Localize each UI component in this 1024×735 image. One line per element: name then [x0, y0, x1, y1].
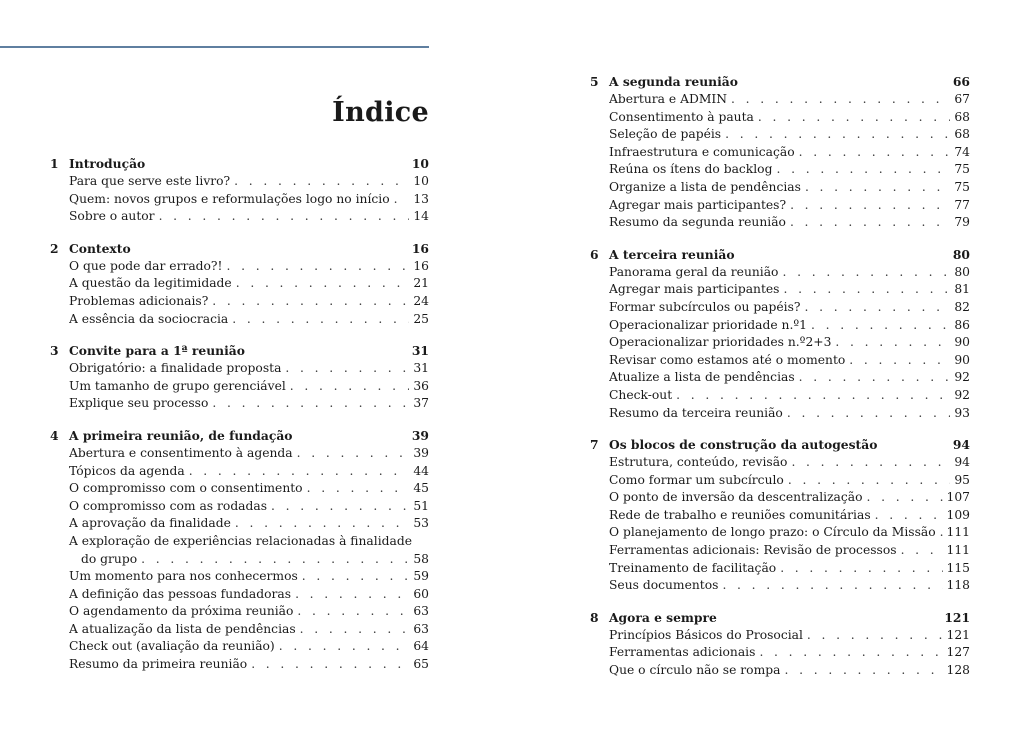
page-title: Índice [332, 97, 429, 128]
entry-title: A essência da sociocracia [69, 311, 229, 326]
chapter-heading[interactable] [50, 155, 429, 173]
entry-page: 86 [954, 317, 970, 332]
toc-entry[interactable] [69, 603, 429, 621]
entry-page: 90 [954, 335, 970, 350]
chapter-page: 31 [411, 343, 429, 359]
toc-column-right [590, 73, 970, 694]
toc-entry[interactable] [69, 533, 429, 568]
entry-title: Resumo da segunda reunião [609, 215, 786, 230]
entry-title: Consentimento à pauta [609, 109, 754, 124]
entry-page: 74 [954, 144, 970, 159]
toc-entry[interactable] [69, 638, 429, 656]
entry-page: 59 [413, 569, 429, 584]
dot-leader [189, 463, 410, 481]
entry-title: Ferramentas adicionais: Revisão de processos [609, 543, 897, 558]
dot-leader [805, 179, 950, 197]
entry-title: A questão da legitimidade [69, 276, 232, 291]
entry-title: A atualização da lista de pendências [69, 621, 296, 636]
entry-page: 92 [954, 387, 970, 402]
dot-leader [780, 560, 942, 578]
chapter-number: 3 [50, 343, 59, 359]
chapter-page: 80 [952, 246, 970, 262]
entry-title: Operacionalizar prioridades n.º2+3 [609, 335, 832, 350]
entry-page: 37 [413, 396, 429, 411]
entry-page: 14 [413, 209, 429, 224]
entry-title: Abertura e consentimento à agenda [69, 445, 293, 460]
chapter-number: 1 [50, 156, 59, 171]
toc-entry[interactable] [609, 317, 970, 335]
toc-entry[interactable] [69, 480, 429, 498]
toc-entry[interactable] [69, 208, 429, 226]
toc-chapter [590, 436, 970, 595]
entry-page: 128 [946, 663, 970, 678]
chapter-title: Introdução [69, 156, 146, 171]
entry-page: 25 [413, 311, 429, 326]
toc-entry[interactable] [69, 395, 429, 413]
dot-leader [805, 299, 951, 317]
toc-entry[interactable] [609, 264, 970, 282]
entry-title: Seleção de papéis [609, 127, 722, 142]
chapter-title: Convite para a 1ª reunião [69, 343, 245, 359]
toc-entry[interactable] [609, 109, 970, 127]
entry-title: Para que serve este livro? [69, 174, 231, 188]
toc-entry[interactable] [609, 489, 970, 507]
entry-page: 44 [413, 463, 429, 478]
toc-entry[interactable] [609, 179, 970, 197]
dot-leader [212, 395, 409, 413]
chapter-number: 2 [50, 240, 59, 256]
entry-title: O compromisso com as rodadas [69, 498, 268, 513]
toc-entry[interactable] [69, 568, 429, 586]
entry-title: Sobre o autor [69, 209, 155, 224]
dot-leader [731, 91, 950, 109]
entry-title: Agregar mais participantes [609, 282, 780, 297]
toc-column-left [50, 155, 429, 688]
entry-page: 79 [954, 215, 970, 230]
entry-page: 109 [946, 507, 970, 522]
entry-title: Revisar como estamos até o momento [609, 352, 846, 367]
dot-leader [722, 577, 942, 595]
dot-leader [295, 586, 409, 604]
chapter-title: A terceira reunião [609, 246, 735, 262]
chapter-heading[interactable] [590, 246, 970, 264]
entry-page: 67 [954, 92, 970, 106]
dot-leader [279, 638, 410, 656]
entry-page: 60 [413, 586, 429, 601]
entry-title: Explique seu processo [69, 396, 209, 411]
chapter-heading[interactable] [50, 342, 429, 360]
chapter-title: A primeira reunião, de fundação [69, 427, 293, 443]
entry-page: 80 [954, 264, 970, 279]
chapter-title: Contexto [69, 240, 131, 256]
entry-title: A exploração de experiências relacionadas à finalidade [69, 533, 412, 548]
entry-title: Um momento para nos conhecermos [69, 569, 298, 584]
dot-leader [236, 275, 410, 293]
toc-chapter [50, 342, 429, 413]
dot-leader [811, 317, 950, 335]
toc-entry[interactable] [609, 214, 970, 232]
dot-leader [297, 445, 410, 463]
entry-page: 21 [413, 276, 429, 291]
entry-title: Rede de trabalho e reuniões comunitárias [609, 507, 871, 522]
toc-entry[interactable] [69, 586, 429, 604]
toc-entry[interactable] [609, 542, 970, 560]
toc-entry[interactable] [609, 197, 970, 215]
entry-title: Problemas adicionais? [69, 293, 209, 308]
toc-entry[interactable] [609, 627, 970, 645]
toc-entry[interactable] [69, 191, 429, 209]
dot-leader [297, 603, 409, 621]
entry-page: 127 [946, 645, 970, 660]
toc-entry[interactable] [609, 144, 970, 162]
dot-leader [784, 662, 942, 680]
dot-leader [875, 507, 943, 525]
entry-page: 10 [413, 174, 429, 188]
entry-page: 31 [413, 361, 429, 376]
chapter-page: 16 [411, 240, 429, 256]
chapter-heading[interactable] [50, 427, 429, 445]
entry-title: O compromisso com o consentimento [69, 481, 303, 496]
chapter-heading[interactable] [590, 436, 970, 454]
entry-title: Formar subcírculos ou papéis? [609, 299, 801, 314]
toc-entry[interactable] [69, 463, 429, 481]
dot-leader [940, 524, 943, 542]
toc-entry[interactable] [609, 352, 970, 370]
entry-title: Resumo da terceira reunião [609, 405, 783, 420]
entry-title: Atualize a lista de pendências [609, 370, 795, 385]
entry-page: 63 [413, 621, 429, 636]
entry-page: 51 [413, 498, 429, 513]
entry-page: 95 [954, 472, 970, 487]
dot-leader [676, 387, 950, 405]
entry-page: 92 [954, 370, 970, 385]
entry-title: Um tamanho de grupo gerenciável [69, 378, 286, 393]
entry-page: 45 [413, 481, 429, 496]
entry-page: 16 [413, 258, 429, 273]
entry-title-line2: do grupo [81, 551, 138, 566]
entry-page: 107 [946, 490, 970, 505]
toc-entry[interactable] [69, 173, 429, 191]
entry-title: O ponto de inversão da descentralização [609, 490, 863, 505]
entry-title: O agendamento da próxima reunião [69, 604, 294, 619]
chapter-heading[interactable] [590, 73, 970, 91]
dot-leader [290, 378, 410, 396]
entry-page: 118 [946, 578, 970, 593]
toc-entry[interactable] [609, 334, 970, 352]
entry-title: A aprovação da finalidade [69, 516, 231, 531]
entry-title: Seus documentos [609, 578, 719, 593]
entry-page: 115 [946, 560, 970, 575]
entry-page: 121 [946, 627, 970, 642]
dot-leader [790, 214, 950, 232]
entry-title: Infraestrutura e comunicação [609, 144, 795, 159]
toc-entry[interactable] [69, 275, 429, 293]
chapter-number: 6 [590, 246, 599, 262]
dot-leader [234, 173, 409, 191]
chapter-heading[interactable] [590, 609, 970, 627]
entry-page: 65 [413, 657, 429, 672]
dot-leader [285, 360, 409, 378]
toc-chapter [50, 155, 429, 226]
toc-entry[interactable] [609, 405, 970, 423]
entry-page: 36 [413, 378, 429, 393]
chapter-number: 7 [590, 437, 599, 453]
dot-leader [901, 542, 943, 560]
chapter-number: 8 [590, 609, 599, 625]
entry-page: 77 [954, 197, 970, 212]
entry-title-continuation [69, 551, 429, 569]
entry-title: Organize a lista de pendências [609, 179, 801, 194]
toc-entry[interactable] [609, 161, 970, 179]
entry-page: 68 [954, 127, 970, 142]
dot-leader [787, 405, 951, 423]
toc-chapter [590, 73, 970, 232]
entry-title: Como formar um subcírculo [609, 472, 784, 487]
entry-page: 111 [946, 543, 970, 558]
toc-entry[interactable] [609, 662, 970, 680]
entry-title: Agregar mais participantes? [609, 197, 787, 212]
dot-leader [212, 293, 409, 311]
entry-title: Quem: novos grupos e reformulações logo no início [69, 191, 390, 206]
chapter-number: 4 [50, 427, 59, 443]
entry-page: 39 [413, 445, 429, 460]
dot-leader [849, 352, 950, 370]
entry-title: Resumo da primeira reunião [69, 657, 248, 672]
toc-entry[interactable] [609, 91, 970, 109]
entry-page: 64 [413, 639, 429, 654]
entry-page: 81 [954, 282, 970, 297]
dot-leader [235, 515, 409, 533]
chapter-title: A segunda reunião [609, 74, 738, 89]
entry-title: Obrigatório: a finalidade proposta [69, 361, 282, 376]
toc-entry[interactable] [69, 311, 429, 329]
entry-page: 53 [413, 516, 429, 531]
toc-chapter [590, 609, 970, 680]
entry-page: 13 [413, 191, 429, 206]
entry-page: 24 [413, 293, 429, 308]
toc-entry[interactable] [69, 378, 429, 396]
toc-entry[interactable] [69, 293, 429, 311]
dot-leader [251, 656, 409, 674]
chapter-page: 39 [411, 427, 429, 443]
toc-entry[interactable] [609, 524, 970, 542]
entry-title: Tópicos da agenda [69, 463, 185, 478]
entry-page: 90 [954, 352, 970, 367]
dot-leader [799, 369, 951, 387]
dot-leader [232, 311, 409, 329]
dot-leader [307, 480, 410, 498]
entry-title: A definição das pessoas fundadoras [69, 586, 292, 601]
chapter-page: 121 [944, 609, 970, 625]
toc-entry[interactable] [69, 360, 429, 378]
dot-leader [226, 258, 409, 276]
toc-entry[interactable] [609, 644, 970, 662]
dot-leader [758, 109, 950, 127]
entry-title: Abertura e ADMIN [609, 92, 728, 106]
dot-leader [776, 161, 950, 179]
entry-title: Que o círculo não se rompa [609, 663, 781, 678]
entry-page: 93 [954, 405, 970, 420]
entry-title: Estrutura, conteúdo, revisão [609, 455, 788, 470]
chapter-page: 10 [411, 156, 429, 171]
toc-entry[interactable] [609, 577, 970, 595]
entry-title: Operacionalizar prioridade n.º1 [609, 317, 807, 332]
toc-chapter [590, 246, 970, 422]
entry-title: O que pode dar errado?! [69, 258, 223, 273]
toc-entry[interactable] [69, 515, 429, 533]
dot-leader [302, 568, 410, 586]
toc-entry[interactable] [609, 454, 970, 472]
chapter-number: 5 [590, 74, 599, 89]
toc-entry[interactable] [69, 258, 429, 276]
toc-entry[interactable] [609, 507, 970, 525]
entry-page: 75 [954, 162, 970, 177]
toc-entry[interactable] [609, 472, 970, 490]
entry-page: 94 [954, 455, 970, 470]
entry-page: 63 [413, 604, 429, 619]
toc-entry[interactable] [609, 387, 970, 405]
header-rule [0, 46, 429, 48]
chapter-page: 66 [952, 74, 970, 89]
entry-page: 68 [954, 109, 970, 124]
toc-entry[interactable] [69, 656, 429, 674]
toc-chapter [50, 427, 429, 674]
dot-leader [159, 208, 410, 226]
entry-page: 58 [413, 551, 429, 566]
entry-title: Check out (avaliação da reunião) [69, 639, 275, 654]
toc-entry[interactable] [69, 498, 429, 516]
toc-entry[interactable] [609, 560, 970, 578]
entry-page: 111 [946, 525, 970, 540]
chapter-title: Os blocos de construção da autogestão [609, 437, 878, 453]
dot-leader [725, 126, 950, 144]
chapter-heading[interactable] [50, 240, 429, 258]
dot-leader [141, 551, 409, 569]
toc-entry[interactable] [609, 299, 970, 317]
entry-title: Treinamento de facilitação [609, 560, 777, 575]
chapter-page: 94 [952, 437, 970, 453]
dot-leader [791, 454, 950, 472]
dot-leader [799, 144, 951, 162]
toc-chapter [50, 240, 429, 328]
toc-entry[interactable] [609, 126, 970, 144]
toc-entry[interactable] [609, 369, 970, 387]
toc-entry[interactable] [69, 621, 429, 639]
entry-page: 75 [954, 179, 970, 194]
entry-title: Panorama geral da reunião [609, 264, 779, 279]
entry-title: Ferramentas adicionais [609, 645, 756, 660]
dot-leader [788, 472, 951, 490]
toc-entry[interactable] [609, 281, 970, 299]
dot-leader [807, 627, 943, 645]
dot-leader [835, 334, 950, 352]
dot-leader [782, 264, 950, 282]
dot-leader [867, 489, 943, 507]
toc-entry[interactable] [69, 445, 429, 463]
dot-leader [271, 498, 409, 516]
dot-leader [300, 621, 410, 639]
entry-title: Check-out [609, 387, 673, 402]
dot-leader [394, 191, 410, 209]
dot-leader [759, 644, 942, 662]
entry-title: O planejamento de longo prazo: o Círculo da Missão [609, 525, 936, 540]
chapter-title: Agora e sempre [609, 609, 717, 625]
entry-page: 82 [954, 299, 970, 314]
entry-title: Reúna os ítens do backlog [609, 162, 773, 177]
entry-title: Princípios Básicos do Prosocial [609, 627, 803, 642]
dot-leader [790, 197, 950, 215]
dot-leader [783, 281, 950, 299]
